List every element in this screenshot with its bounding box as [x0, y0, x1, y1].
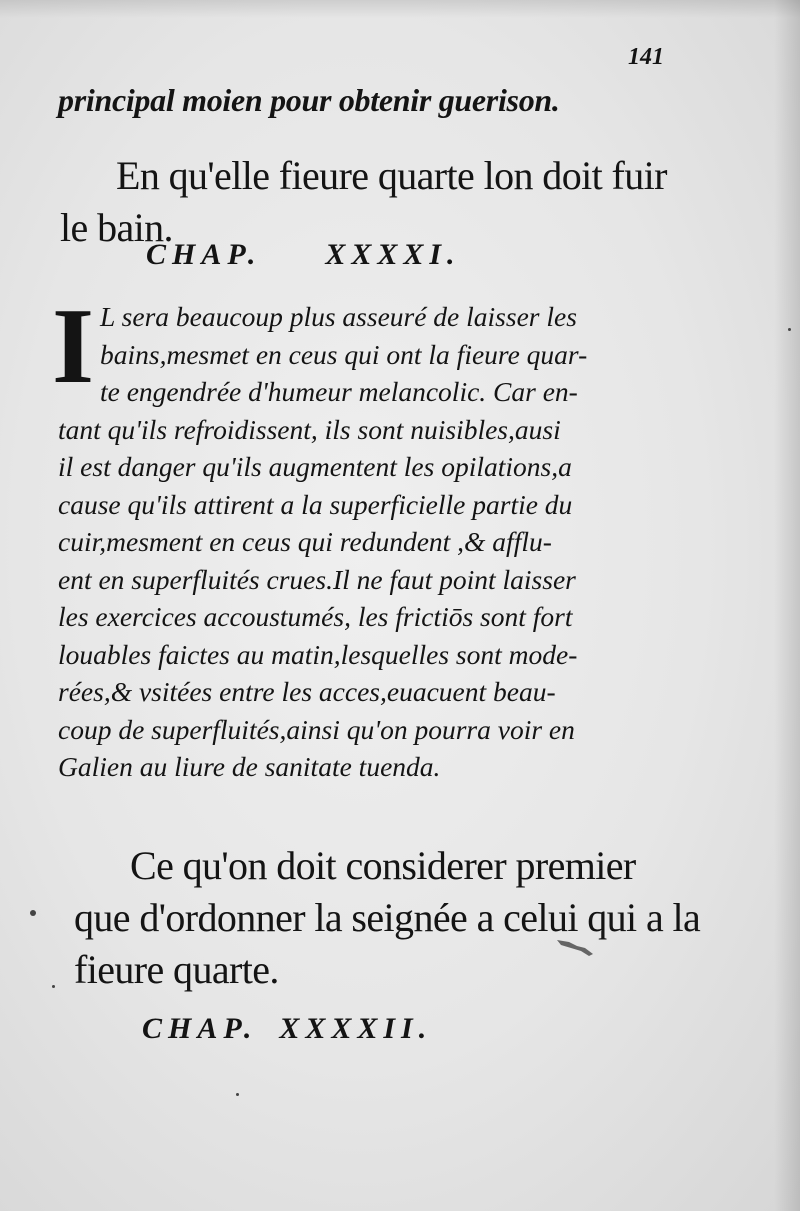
chapter-1-word: CHAP. [146, 238, 262, 271]
body-line: Galien au liure de sanitate tuenda. [58, 751, 441, 782]
top-edge-shadow [0, 0, 800, 18]
body-line: L sera beaucoup plus asseuré de laisser les [100, 301, 577, 332]
chapter-2-number: XXXXII. [279, 1012, 433, 1045]
ink-speck [236, 1093, 239, 1096]
page-number: 141 [628, 44, 664, 70]
heading-1-line-1: En qu'elle fieure quarte lon doit fuir [116, 153, 667, 198]
running-line: principal moien pour obtenir guerison. [58, 82, 560, 118]
drop-cap: I [52, 287, 95, 406]
heading-2-line-3: fieure quarte. [74, 947, 279, 992]
heading-2-line-2: que d'ordonner la seignée a celui qui a la [74, 895, 701, 940]
body-paragraph [58, 298, 684, 786]
heading-1-line-2: le bain. [60, 205, 173, 250]
section-heading-2 [74, 840, 714, 996]
ink-speck [52, 985, 55, 988]
chapter-1-label [146, 238, 461, 272]
ink-stain-icon [555, 936, 597, 958]
right-edge-shadow [774, 0, 800, 1211]
body-line: bains,mesmet en ceus qui ont la fieure quar- [100, 338, 588, 370]
body-line: les exercices accoustumés, les frictiōs sont fort [58, 601, 573, 632]
heading-2-line-1: Ce qu'on doit considerer premier [130, 843, 636, 888]
body-line: te engendrée d'humeur melancolic. Car en- [100, 376, 578, 407]
chapter-1-number: XXXXI. [325, 238, 461, 271]
body-line: rées,& vsitées entre les acces,euacuent beau- [58, 676, 556, 707]
body-line: coup de superfluités,ainsi qu'on pourra voir en [58, 713, 575, 745]
ink-speck [30, 910, 36, 916]
chapter-2-label [142, 1012, 432, 1046]
body-line: il est danger qu'ils augmentent les opilations,a [58, 451, 572, 482]
body-line: cuir,mesment en ceus qui redundent ,& afflu- [58, 526, 552, 557]
body-line: louables faictes au matin,lesquelles sont mode- [58, 638, 578, 670]
chapter-2-word: CHAP. [142, 1012, 258, 1045]
body-line: cause qu'ils attirent a la superficielle partie du [58, 488, 573, 520]
body-line: tant qu'ils refroidissent, ils sont nuisibles,ausi [58, 413, 561, 445]
body-line: ent en superfluités crues.Il ne faut point laisser [58, 563, 576, 595]
ink-speck [788, 328, 791, 331]
